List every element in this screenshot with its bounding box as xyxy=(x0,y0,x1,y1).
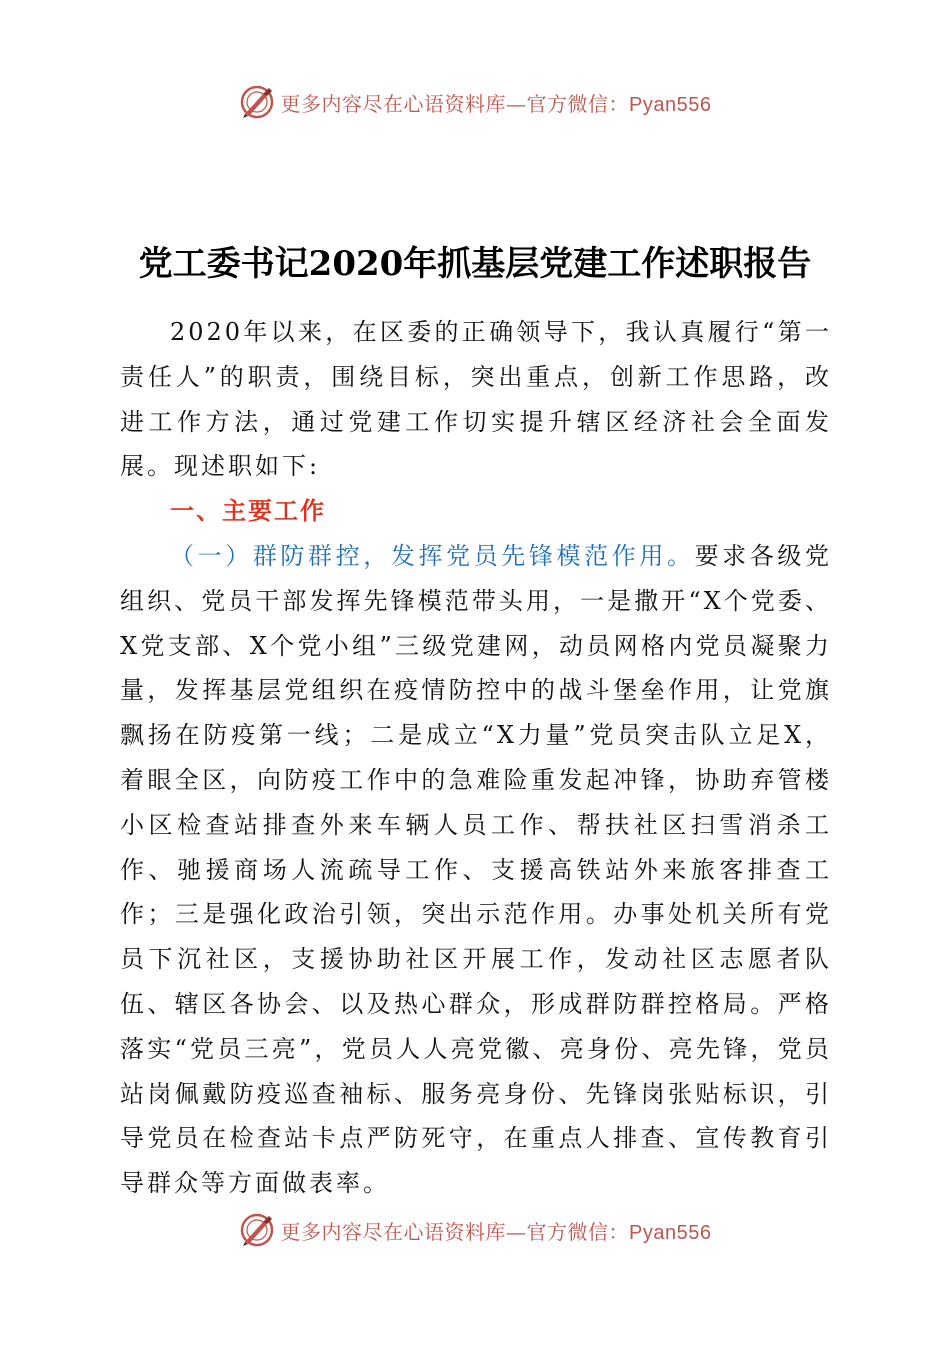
pen-logo-icon xyxy=(239,84,275,120)
watermark-banner-bottom xyxy=(0,1210,950,1250)
document-body xyxy=(120,310,832,1206)
document-title: 党工委书记2020年抓基层党建工作述职报告 xyxy=(138,244,812,284)
section-heading: 一、主要工作 xyxy=(170,496,326,526)
intro-paragraph: 2020年以来，在区委的正确领导下，我认真履行“第一责任人”的职责，围绕目标，突出重点，创新工作思路，改进工作方法，通过党建工作切实提升辖区经济社会全面发展。现述职如下: xyxy=(120,318,832,481)
subsection-paragraph xyxy=(120,534,832,1206)
subsection-body: 要求各级党组织、党员干部发挥先锋模范带头用，一是撒开“X个党委、X党支部、X个党小组”三级党建网，动员网格内党员凝聚力量，发挥基层党组织在疫情防控中的战斗堡垒作用，让党旗飘扬在防疫第一线；二是成立“X力量”党员突击队立足X，着眼全区，向防疫工作中的急难险重发起冲锋，协助弃管楼小区检查站排查外来车辆人员工作、帮扶社区扫雪消杀工作、驰援商场人流疏导工作、支援高铁站外来旅客排查工作；三是强化政治引领，突出示范作用。办事处机关所有党员下沉社区，支援协助社区开展工作，发动社区志愿者队伍、辖区各协会、以及热心群众，形成群防群控格局。严格落实“党员三亮”，党员人人亮党徽、亮身份、亮先锋，党员站岗佩戴防疫巡查袖标、服务亮身份、先锋岗张贴标识，引导党员在检查站卡点严防死守，在重点人排查、宣传教育引导群众等方面做表率。 xyxy=(120,541,833,1198)
pen-logo-icon xyxy=(239,1212,275,1248)
subsection-heading: （一）群防群控，发挥党员先锋模范作用。 xyxy=(170,541,695,570)
watermark-text: 更多内容尽在心语资料库—官方微信：Pyan556 xyxy=(280,1219,712,1244)
watermark-banner-top xyxy=(0,82,950,122)
watermark-text: 更多内容尽在心语资料库—官方微信：Pyan556 xyxy=(280,91,712,116)
